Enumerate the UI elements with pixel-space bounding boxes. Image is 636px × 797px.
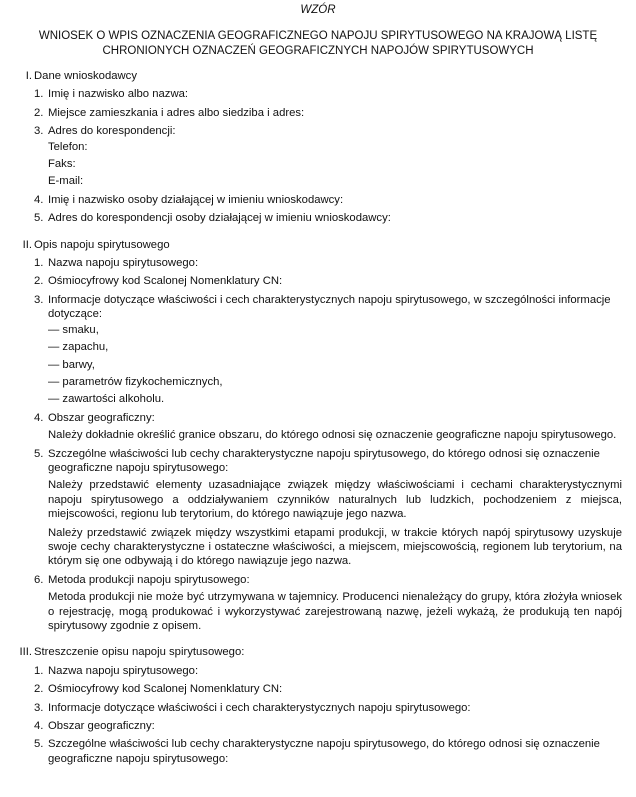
item-text: Obszar geograficzny: xyxy=(48,411,155,424)
section-heading xyxy=(14,238,622,252)
item-text: Adres do korespondencji: xyxy=(48,125,176,138)
item-text: Informacje dotyczące właściwości i cech charakterystycznych napoju spirytusowego: xyxy=(48,701,471,714)
list-item xyxy=(14,719,622,733)
list-item xyxy=(14,701,622,715)
aroma-item: — zapachu, xyxy=(48,341,109,354)
item-number: 1. xyxy=(34,88,44,101)
physicochemical-item: — parametrów fizykochemicznych, xyxy=(48,375,223,388)
item-number: 3. xyxy=(34,125,44,138)
item-text: Ośmiocyfrowy kod Scalonej Nomenklatury CN: xyxy=(48,683,283,696)
section-title: Streszczenie opisu napoju spirytusowego: xyxy=(34,646,245,659)
item-number: 4. xyxy=(34,193,44,206)
title-line-1: WNIOSEK O WPIS OZNACZENIA GEOGRAFICZNEGO NAPOJU SPIRYTUSOWEGO NA KRAJOWĄ LISTĘ xyxy=(38,30,598,42)
section-title: Opis napoju spirytusowego xyxy=(34,238,170,251)
instruction-paragraph: Należy przedstawić związek między wszystkimi etapami produkcji, w trakcie których napój spirytusowy uzyskuje swoje cechy charakterystyczne i ostateczne właściwości, a miejscem, miejscowością, regionem lub terytorium, na którym się one odbywają i do którego nawiązuje jego nazwa. xyxy=(48,526,622,568)
item-text: Imię i nazwisko albo nazwa: xyxy=(48,88,189,101)
item-text: Szczególne właściwości lub cechy charakterystyczne napoju spirytusowego, do którego odnosi się oznaczenie geograficzne napoju spirytusowego: xyxy=(48,738,600,765)
document-title xyxy=(14,29,622,59)
instruction-paragraph: Należy dokładnie określić granice obszaru, do którego odnosi się oznaczenie geograficzne napoju spirytusowego. xyxy=(48,429,617,442)
section-number: I. xyxy=(25,70,32,82)
phone-label: Telefon: xyxy=(48,140,88,153)
item-number: 4. xyxy=(34,411,44,424)
item-number: 6. xyxy=(34,573,44,586)
list-item xyxy=(14,87,622,101)
item-number: 2. xyxy=(34,275,44,288)
item-text: Nazwa napoju spirytusowego: xyxy=(48,257,199,270)
section-title: Dane wnioskodawcy xyxy=(34,70,137,82)
item-number: 3. xyxy=(34,293,44,306)
instruction-paragraph: Należy przedstawić elementy uzasadniające związek między właściwościami i cechami charakterystycznymi napoju spirytusowego a oddziaływaniem czynników naturalnych lub ludzkich, pochodzeniem z miejsca, miejscowości, regionu lub terytorium, do którego nawiązuje jego nazwa. xyxy=(48,479,622,521)
item-text: Adres do korespondencji osoby działającej w imieniu wnioskodawcy: xyxy=(48,212,391,225)
item-number: 1. xyxy=(34,257,44,270)
section-description xyxy=(14,238,622,634)
contact-fields xyxy=(48,140,622,189)
item-text: Imię i nazwisko osoby działającej w imieniu wnioskodawcy: xyxy=(48,193,344,206)
section-heading xyxy=(14,645,622,659)
fax-label: Faks: xyxy=(48,158,76,171)
item-text: Nazwa napoju spirytusowego: xyxy=(48,664,199,677)
list-item xyxy=(14,447,622,569)
list-item xyxy=(14,573,622,634)
list-item xyxy=(14,682,622,696)
item-number: 5. xyxy=(34,738,44,751)
alcohol-content-item: — zawartości alkoholu. xyxy=(48,393,165,406)
list-item xyxy=(14,193,622,207)
color-item: — barwy, xyxy=(48,358,95,371)
item-number: 2. xyxy=(34,683,44,696)
item-number: 4. xyxy=(34,720,44,733)
item-number: 2. xyxy=(34,106,44,119)
item-text: Szczególne właściwości lub cechy charakterystyczne napoju spirytusowego, do którego odnosi się oznaczenie geograficzne napoju spirytusowego: xyxy=(48,447,600,474)
taste-item: — smaku, xyxy=(48,323,99,336)
list-item xyxy=(14,411,622,443)
item-text: Ośmiocyfrowy kod Scalonej Nomenklatury CN: xyxy=(48,275,283,288)
list-item xyxy=(14,737,622,766)
title-line-2: CHRONIONYCH OZNACZEŃ GEOGRAFICZNYCH NAPOJÓW SPIRYTUSOWYCH xyxy=(102,45,534,57)
list-item xyxy=(14,256,622,270)
item-text: Obszar geograficzny: xyxy=(48,720,155,733)
item-text: Informacje dotyczące właściwości i cech charakterystycznych napoju spirytusowego, w szczególności informacje dotyczące: xyxy=(48,293,611,321)
item-text: Metoda produkcji napoju spirytusowego: xyxy=(48,573,250,586)
characteristics-list xyxy=(48,323,622,407)
section-applicant-data xyxy=(14,69,622,226)
instruction-paragraph: Metoda produkcji nie może być utrzymywana w tajemnicy. Producenci nienależący do grupy, która złożyła wniosek o rejestrację, mogą produkować i wykorzystywać zarejestrowaną nazwę, jeżeli wykażą, że produkują ten napój spirytusowy zgodnie z opisem. xyxy=(48,591,622,632)
list-item xyxy=(14,664,622,678)
email-label: E-mail: xyxy=(48,175,84,188)
list-item xyxy=(14,211,622,225)
item-number: 5. xyxy=(34,212,44,225)
list-item xyxy=(14,293,622,407)
section-heading xyxy=(14,69,622,83)
section-number: III. xyxy=(19,646,32,659)
list-item xyxy=(14,274,622,288)
item-number: 1. xyxy=(34,664,44,677)
section-number: II. xyxy=(22,238,32,251)
list-item xyxy=(14,106,622,120)
item-text: Miejsce zamieszkania i adres albo siedziba i adres: xyxy=(48,106,305,119)
section-summary xyxy=(14,645,622,766)
item-number: 3. xyxy=(34,701,44,714)
item-number: 5. xyxy=(34,447,44,460)
template-label: WZÓR xyxy=(300,4,336,16)
list-item xyxy=(14,124,622,189)
